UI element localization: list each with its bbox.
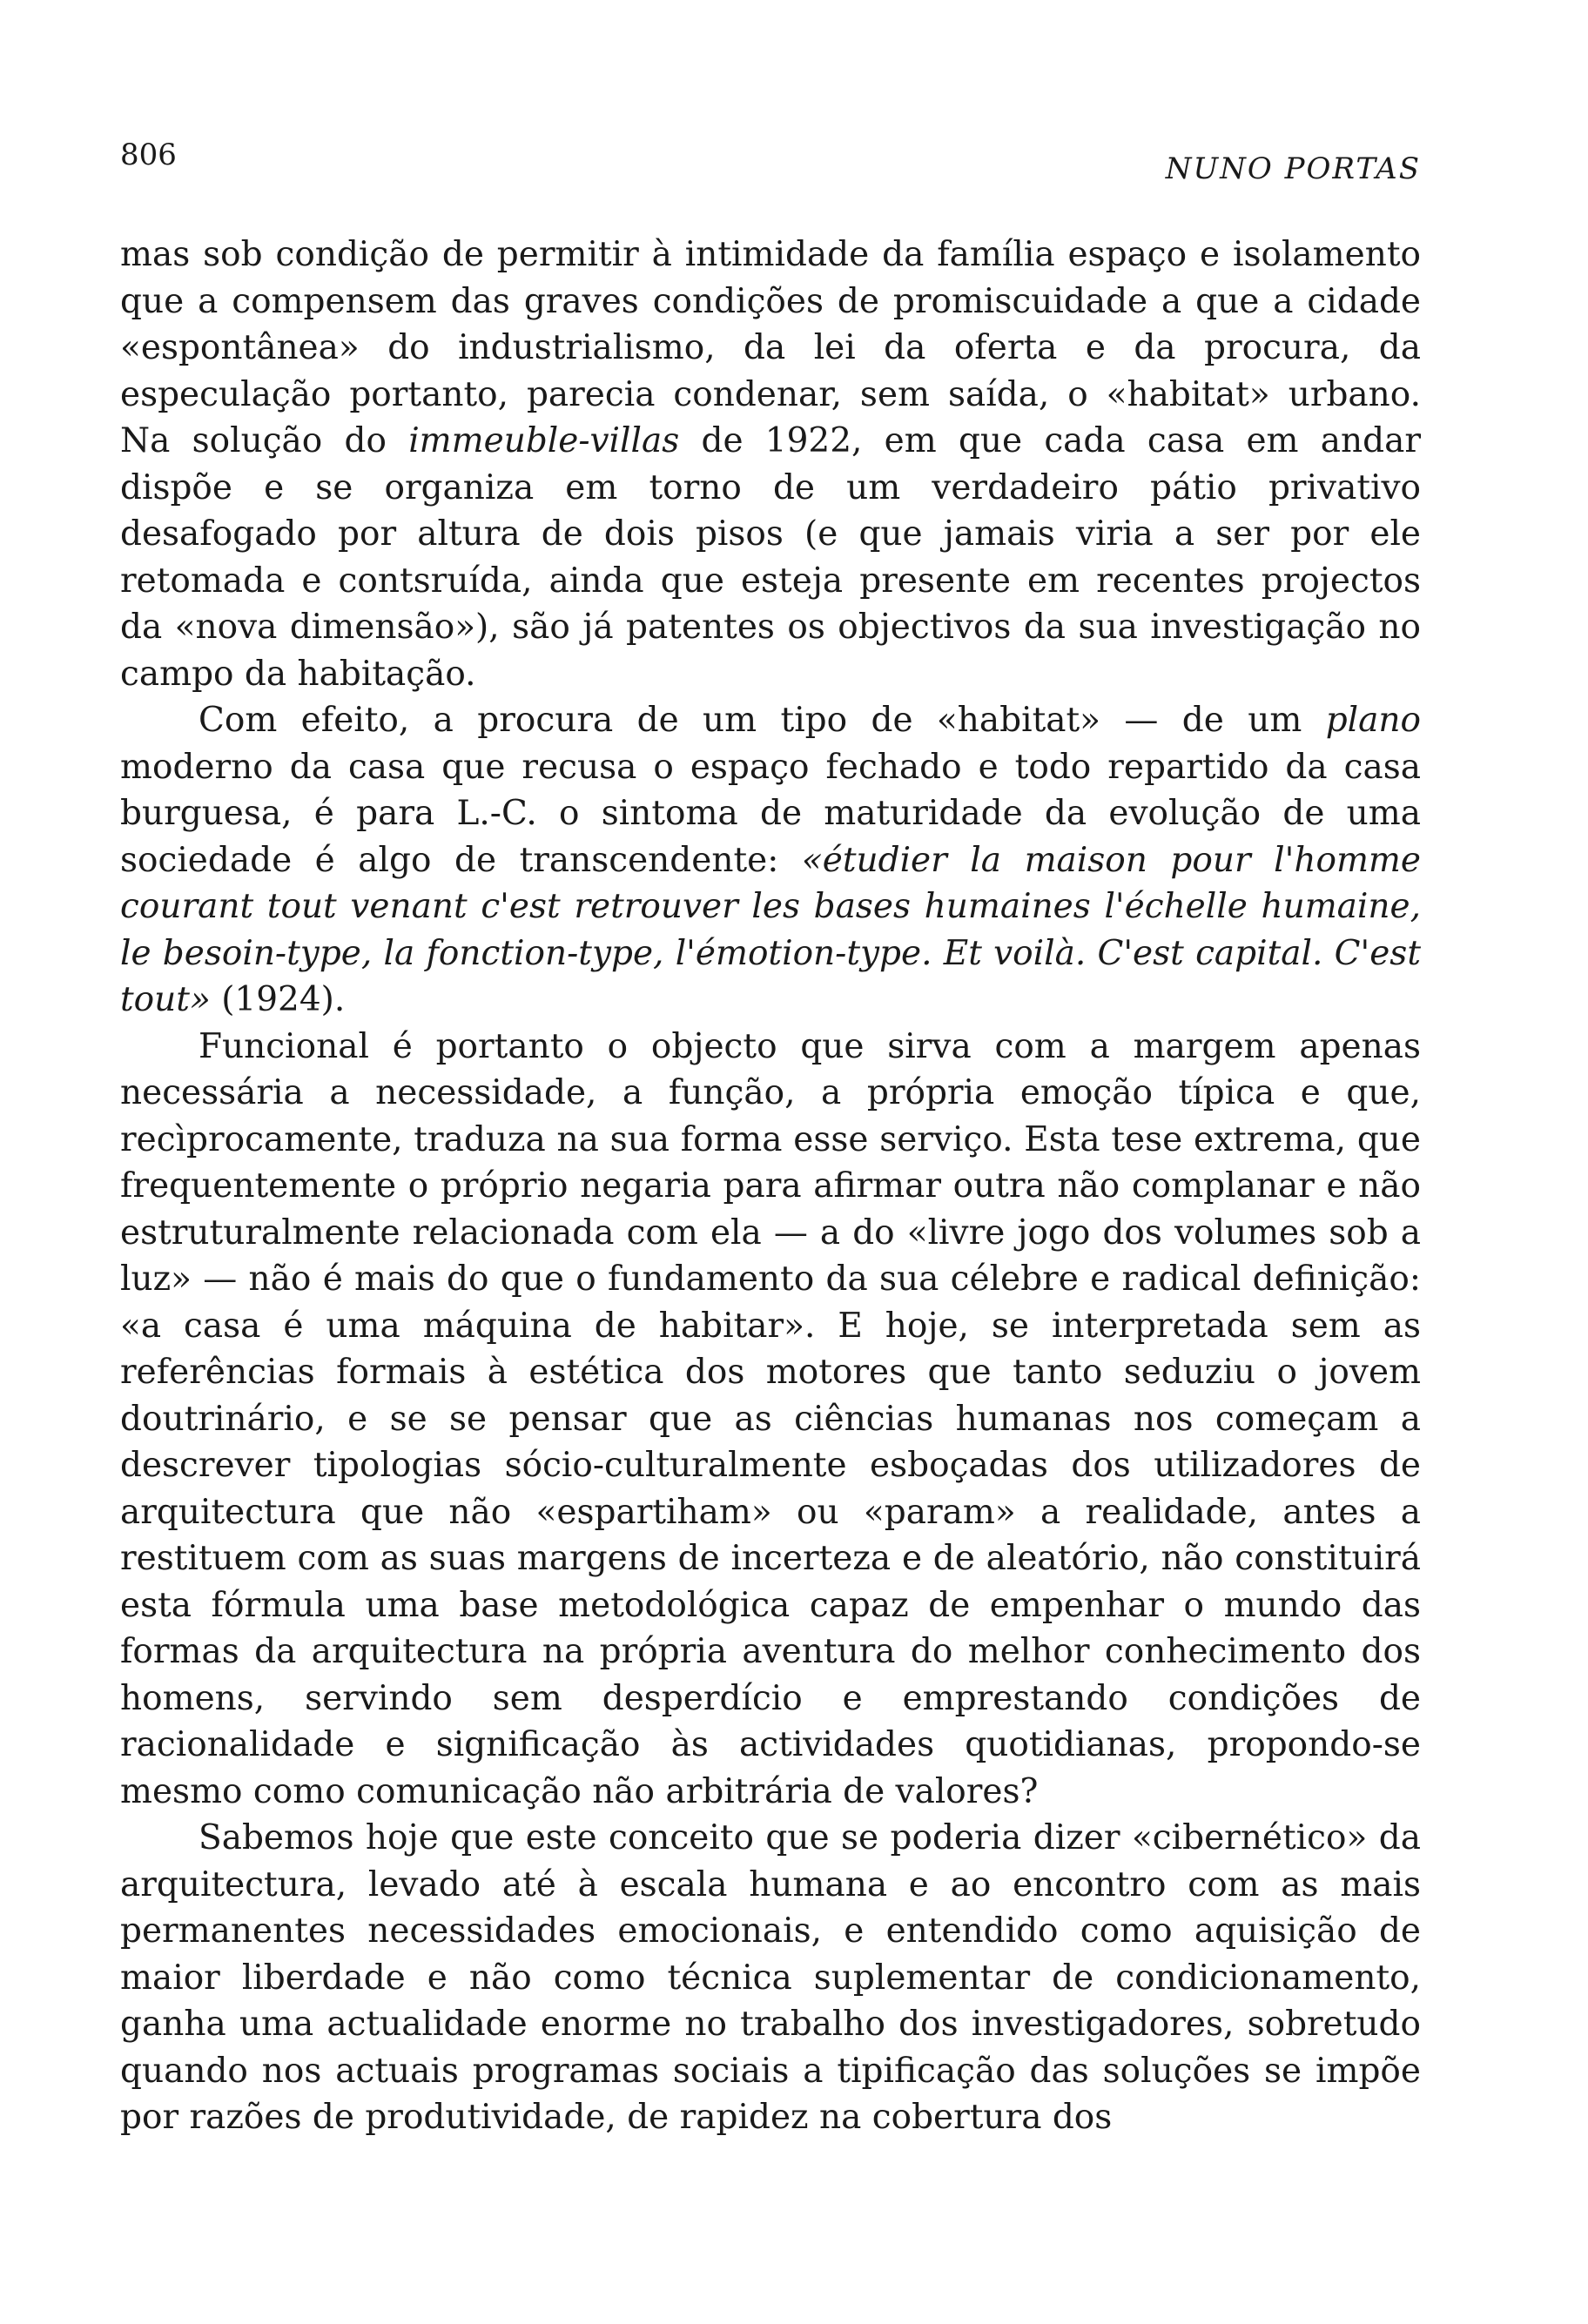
text-run: (1924). (210, 980, 346, 1019)
page-number: 806 (120, 138, 177, 172)
paragraph-3 (120, 1024, 1421, 1816)
text-run: Sabemos hoje que este conceito que se poderia dizer «cibernético» da arquitectura, levado até à escala humana e ao encontro com as mais permanentes necessidades emocionais, e entendido como aquisição de maior liberdade e não como técnica suplementar de condicionamento, ganha uma actualidade enorme no trabalho dos investigadores, sobretudo quando nos actuais programas sociais a tipificação das soluções se impõe por razões de produtividade, de rapidez na cobertura dos (120, 1818, 1421, 2137)
text-run: moderno da casa que recusa o espaço fechado e todo repartido da casa burguesa, é para L.-C. o sintoma de maturidade da evolução de uma sociedade é algo de transcendente: (120, 747, 1421, 880)
italic-text: plano (1325, 701, 1421, 740)
paragraph-2 (120, 697, 1421, 1024)
body-text (120, 232, 1421, 2141)
running-head (120, 129, 1421, 186)
text-run: Com efeito, a procura de um tipo de «habitat» — de um (198, 701, 1326, 740)
text-run: Funcional é portanto o objecto que sirva com a margem apenas necessária a necessidade, a função, a própria emoção típica e que, recìprocamente, traduza na sua forma esse serviço. Esta tese extrema, que frequentemente o próprio negaria para afirmar outra não complanar e não estruturalmente relacionada com ela — a do «livre jogo dos volumes sob a luz» — não é mais do que o fundamento da sua célebre e radical definição: «a casa é uma máquina de habitar». E hoje, se interpretada sem as referências formais à estética dos motores que tanto seduziu o jovem doutrinário, e se se pensar que as ciências humanas nos começam a descrever tipologias sócio-culturalmente esboçadas dos utilizadores de arquitectura que não «espartiham» ou «param» a realidade, antes a restituem com as suas margens de incerteza e de aleatório, não constituirá esta fórmula uma base metodológica capaz de empenhar o mundo das formas da arquitectura na própria aventura do melhor conhecimento dos homens, servindo sem desperdício e emprestando condições de racionalidade e significação às actividades quotidianas, propondo-se mesmo como comunicação não arbitrária de valores? (120, 1026, 1421, 1811)
running-head-author: NUNO PORTAS (1165, 151, 1421, 186)
text-run: de 1922, em que cada casa em andar dispõe e se organiza em torno de um verdadeiro pátio privativo desafogado por altura de dois pisos (e que jamais viria a ser por ele retomada e contsruída, ainda que esteja presente em recentes projectos da «nova dimensão»), são já patentes os objectivos da sua investigação no campo da habitação. (120, 421, 1421, 694)
text-run: mas sob condição de permitir à intimidade da família espaço e isolamento que a compensem das graves condições de promiscuidade a que a cidade «espontânea» do industrialismo, da lei da oferta e da procura, da especulação portanto, parecia condenar, sem saída, o «habitat» urbano. Na solução do (120, 235, 1421, 460)
paragraph-4 (120, 1815, 1421, 2141)
paragraph-1 (120, 232, 1421, 697)
italic-text: «étudier la maison pour l'homme courant tout venant c'est retrouver les bases humaines l'échelle humaine, le besoin-type, la fonction-type, l'émotion-type. Et voilà. C'est capital. C'est tout» (120, 840, 1421, 1019)
italic-text: immeuble-villas (408, 421, 680, 460)
